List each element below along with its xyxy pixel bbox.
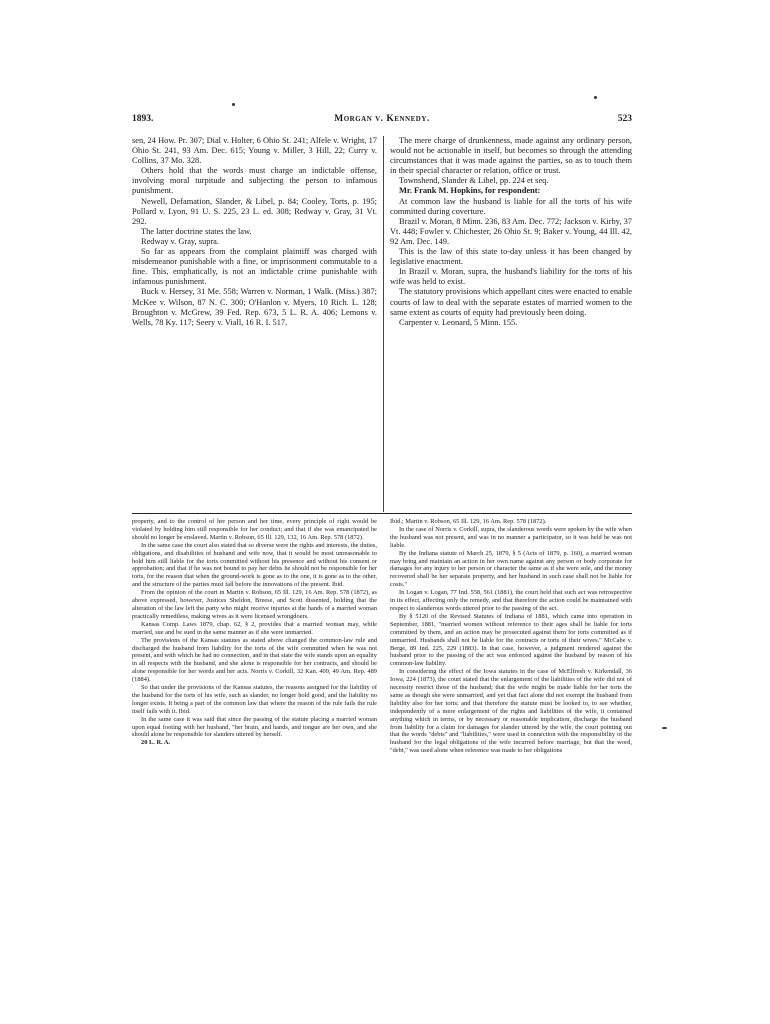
citation: Carpenter v. Leonard, 5 Minn. 155.: [399, 317, 518, 327]
paragraph: Others hold that the words must charge an indictable offense, involving moral turpitude and subjecting the person to infamous punishment.: [132, 166, 377, 196]
paragraph: This is the law of this state to-day unless it has been changed by legislative enactment.: [390, 247, 632, 267]
paragraph: Kansas Comp. Laws 1879, chap. 62, § 2, provides that a married woman may, while married, sue and be sued in the same manner as if she were unmarried.: [132, 620, 377, 636]
paragraph: In considering the effect of the Iowa statutes in the case of McElfresh v. Kirkendall, 36 Iowa, 224 (1873), the court stated that the enlargement of the liabilities of the wife did not of necessity restrict those of the husband; that the wife might be made liable for her torts the same as though she were unmarried, and yet that fact alone did not exempt the husband from liability also for her torts; and that therefore the statute must be looked to, to see whether, independently of a mere enlargement of the rights and liabilities of the wife, it contained anything which in terms, or by necessary or reasonable implication, discharge the husband from liability for a claim for damages for slander uttered by the wife, the court pointing out that the words "debts" and "liabilities," were used in connection with the responsibility of the husband for the legal obligations of the wife incurred before marriage, but that the word, "debt," was used alone when reference was made to her obligations: [390, 668, 632, 755]
citation: Redway v. Gray, supra.: [141, 236, 219, 246]
paragraph: At common law the husband is liable for all the torts of his wife committed during coverture.: [390, 196, 632, 216]
scan-speck: [232, 103, 235, 106]
paragraph: property, and to the control of her person and her time, every principle of right would be violated by holding him still responsible for her conduct; and that if she was emancipated he should no longer be enslaved. Martin v. Robson, 65 Ill. 129, 132, 16 Am. Rep. 578 (1872).: [132, 518, 377, 541]
paragraph: So far as appears from the complaint plaintiff was charged with misdemeanor punishable with a fine, or imprisonment commutable to a fine. This, emphatically, is not an indictable crime punishable with infamous punishment.: [132, 247, 377, 287]
paragraph: In the case of Norris v. Corkill, supra, the slanderous words were spoken by the wife when the husband was not present, and was in no manner a participator, so it was held he was not liable.: [390, 525, 632, 549]
scan-speck: [594, 96, 597, 99]
paragraph: sen, 24 How. Pr. 307; Dial v. Holter, 6 Ohio St. 241; Alfele v. Wright, 17 Ohio St. 241, 93 Am. Dec. 615; Young v. Miller, 3 Hill, 22; Curry v. Collins, 37 Mo. 328.: [132, 136, 377, 166]
paragraph: By § 5120 of the Revised Statutes of Indiana of 1881, which came into operation in September, 1881, "married women without reference to their ages shall be liable for torts committed by them, and an action may be prosecuted against them for torts committed as if unmarried. Husbands shall not be liable for the contracts or torts of their wives." McCabe v. Berge, 89 Ind. 225, 229 (1883). In that case, however, a judgment rendered against the husband prior to the passing of the act was enforced against the husband by reason of his common-law liability.: [390, 612, 632, 668]
column-divider: [383, 136, 384, 512]
header-year: 1893.: [132, 114, 154, 124]
running-header: [132, 114, 632, 130]
document-page: [132, 108, 632, 968]
paragraph: By the Indiana statute of March 25, 1879, § 5 (Acts of 1879, p. 160), a married woman may bring and maintain an action in her own name against any person or body corporate for damages for any injury to her person or character the same as if she were sole, and the money recovered shall be her separate property, and her husband in such case shall not be liable for costs.": [390, 549, 632, 589]
paragraph: In the same case it was said that since the passing of the statute placing a married woman upon equal footing with her husband, "her brain, and hands, and tongue are her own, and she should alone be responsible for slanders uttered by herself.: [132, 715, 377, 739]
page-number: 523: [617, 114, 632, 124]
paragraph: In the same case the court also stated that so diverse were the rights and interests, the duties, obligations, and disabilities of husband and wife now, that it would be most unreasonable to hold him still liable for the torts committed without his presence and without his consent or approbation; and that if he was not bound to pay her debts he should not be responsible for her torts, for the reason that when the ground-work is gone as to the one, it is gone as to the other, and the structure of the parties must fall before the innovations of the present. Ibid.: [132, 541, 377, 589]
paragraph: So that under the provisions of the Kansas statutes, the reasons assigned for the liability of the husband for the torts of his wife, such as slander, no longer hold good, and the liability no longer exists. It being a part of the common law that where the reason of the rule fails the rule itself fails with it. Ibid.: [132, 684, 377, 715]
paragraph: In Brazil v. Moran, supra, the husband's liability for the torts of his wife was held to exist.: [390, 267, 632, 287]
paragraph: The statutory provisions which appellant cites were enacted to enable courts of law to deal with the separate estates of married women to the same extent as courts of equity had previously been doing.: [390, 287, 632, 317]
paragraph: The mere charge of drunkenness, made against any ordinary person, would not be actionable in itself, but becomes so through the attending circumstances that it was made against the parties, so as to touch them in their special character or relation, office or trust.: [390, 136, 632, 176]
counsel-line: Mr. Frank M. Hopkins, for respondent:: [399, 186, 541, 196]
scan-speck: [662, 727, 667, 729]
paragraph: Ibid.; Martin v. Robson, 65 Ill. 129, 16 Am. Rep. 578 (1872).: [390, 518, 547, 525]
paragraph: The provisions of the Kansas statutes as stated above changed the common-law rule and discharged the husband from liability for the torts of the wife committed when he was not present, and with which he had no connection, and in that state the wife stands upon an equality in all respects with the husband, and she alone is responsible for her contracts, and should be alone responsible for her words and her acts. Norris v. Corkill, 32 Kan. 409, 49 Am. Rep. 489 (1884).: [132, 636, 377, 684]
upper-right-column: [390, 136, 632, 510]
lower-right-column: [390, 518, 632, 958]
paragraph: In Logan v. Logan, 77 Ind. 558, 561 (1881), the court held that such act was retrospective in its effect, affecting only the remedy, and that therefore the action could be maintained with respect to slanderous words uttered prior to the passing of the act.: [390, 589, 632, 612]
paragraph: The latter doctrine states the law.: [141, 226, 252, 236]
citation: Newell, Defamation, Slander, & Libel, p. 84; Cooley, Torts, p. 195; Pollard v. Lyon, 91 U. S. 225, 23 L. ed. 308; Redway v. Gray, 31 Vt. 292.: [132, 196, 377, 226]
lower-left-column: [132, 518, 377, 958]
signature-mark: 20 L. R. A.: [141, 739, 171, 747]
citation: Townshend, Slander & Libel, pp. 224 et seq.: [399, 176, 549, 186]
upper-left-column: [132, 136, 377, 510]
header-title: Morgan v. Kennedy.: [334, 114, 430, 124]
citation: Buck v. Hersey, 31 Me. 558; Warren v. Norman, 1 Walk. (Miss.) 387; McKee v. Wilson, 87 N. C. 300; O'Hanlon v. Myers, 10 Rich. L. 128; Broughton v. McGrew, 39 Fed. Rep. 673, 5 L. R. A. 406; Lemons v. Wells, 78 Ky. 117; Seery v. Viall, 16 R. I. 517.: [132, 287, 377, 327]
paragraph: From the opinion of the court in Martin v. Robson, 65 Ill. 129, 16 Am. Rep. 578 (1872), as above expressed, however, Justices Sheldon, Breese, and Scott dissented, holding that the alteration of the law left the party who might receive injuries at the hands of a married woman practically remediless, making wives as it were licensed wrongdoers.: [132, 589, 377, 620]
citation: Brazil v. Moran, 8 Minn. 236, 83 Am. Dec. 772; Jackson v. Kirby, 37 Vt. 448; Fowler v. Chichester, 26 Ohio St. 9; Baker v. Young, 44 Ill. 42, 92 Am. Dec. 149.: [390, 216, 632, 246]
section-divider: [132, 513, 632, 514]
